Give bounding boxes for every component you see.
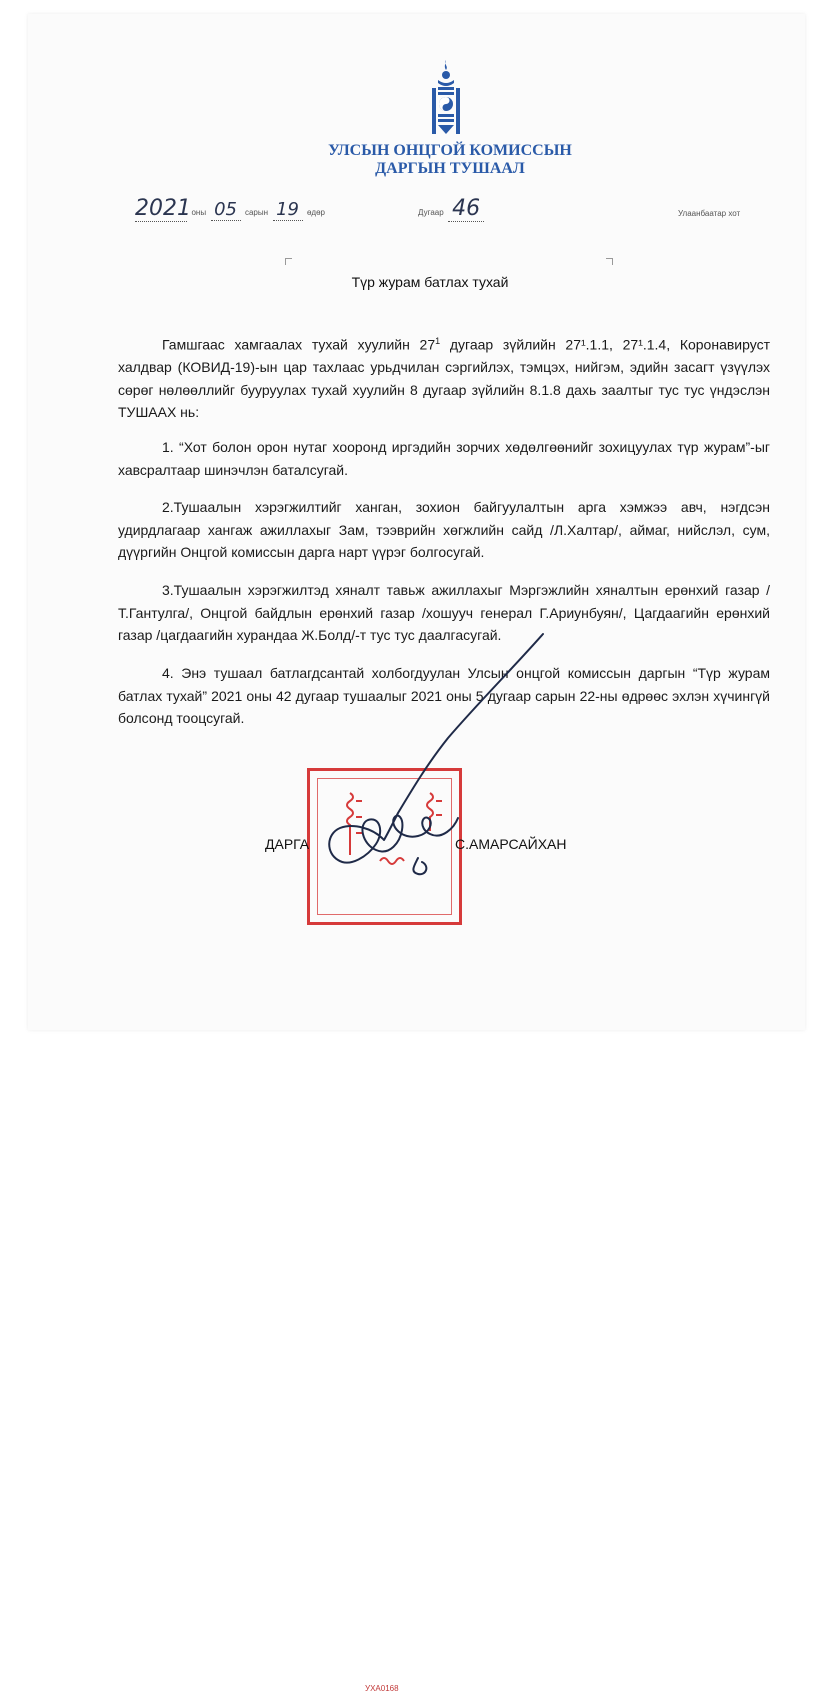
issuer-header — [250, 142, 650, 178]
issuer-line-1: УЛСЫН ОНЦГОЙ КОМИССЫН — [328, 142, 572, 159]
preamble-text-end: дугаар зүйлийн 27¹.1.1, 27¹.1.4, Коронавируст халдвар (КОВИД-19)-ын цар тахлаас урьдчилан сэргийлэх, тэмцэх, нийгэм, эдийн засагт үзүүлэх сөрөг нөлөөллийг бууруулах тухай хуулийн 8 дугаар зүйлийн 8.1.8 дахь заалтыг тус тус үндэслэн ТУШААХ нь: — [118, 336, 770, 421]
title-bracket-left — [285, 258, 292, 265]
preamble-text-start: Гамшгаас хамгаалах тухай хуулийн 27 — [162, 336, 436, 353]
city-name: Улаанбаатар хот — [678, 209, 741, 218]
clause-4: 4. Энэ тушаал батлагдсантай холбогдуулан Улсын онцгой комиссын даргын “Түр журам батлах тухай” 2021 оны 42 дугаар тушаалыг 2021 оны 5 дугаар сарын 22-ны өдрөөс эхлэн хүчингүй болсонд тооцсугай. — [118, 665, 770, 726]
signatory-position: ДАРГА — [265, 836, 310, 852]
order-number: 46 — [452, 196, 481, 221]
month-suffix: сарын — [244, 208, 269, 217]
handwritten-signature — [318, 628, 578, 888]
date-day: 19 — [276, 199, 299, 220]
number-label: Дугаар — [418, 208, 444, 217]
issuer-line-2: ДАРГЫН ТУШААЛ — [375, 160, 525, 177]
date-year: 2021 — [135, 196, 191, 221]
year-suffix: оны — [191, 208, 207, 217]
clause-3: 3.Тушаалын хэрэгжилтэд хяналт тавьж ажиллахыг Мэргэжлийн хяналтын ерөнхий газар /Т.Гантулга/, Онцгой байдлын ерөнхий газар /хошууч генерал Г.Ариунбуян/, Цагдаагийн ерөнхий газар /цагдаагийн хурандаа Ж.Болд/-т тус тус даалгасугай. — [118, 582, 770, 643]
stamp-code: УХА0168 — [365, 1684, 399, 1693]
city-field — [678, 203, 740, 229]
signatory-name: С.АМАРСАЙХАН — [455, 836, 567, 852]
day-suffix: өдөр — [306, 208, 325, 217]
clause-1: 1. “Хот болон орон нутаг хооронд иргэдийн зорчих хөдөлгөөнийг зохицуулах түр журам”-ыг хавсралтаар шинэчлэн баталсугай. — [118, 439, 770, 478]
preamble-paragraph — [118, 330, 770, 424]
clause-2: 2.Тушаалын хэрэгжилтийг ханган, зохион байгуулалтын арга хэмжээ авч, нэгдсэн удирдлагаар хангаж ажиллахыг Зам, тээврийн хөгжлийн сайд /Л.Халтар/, аймаг, нийслэл, сум, дүүргийн Онцгой комиссын дарга нарт үүрэг болгосугай. — [118, 499, 770, 560]
date-field — [135, 196, 325, 222]
order-number-field — [418, 196, 484, 222]
preamble-superscript: 1 — [435, 336, 441, 346]
date-month: 05 — [214, 199, 237, 220]
state-emblem-icon — [425, 58, 467, 138]
title-bracket-right — [606, 258, 613, 265]
document-title: Түр журам батлах тухай — [351, 274, 509, 290]
